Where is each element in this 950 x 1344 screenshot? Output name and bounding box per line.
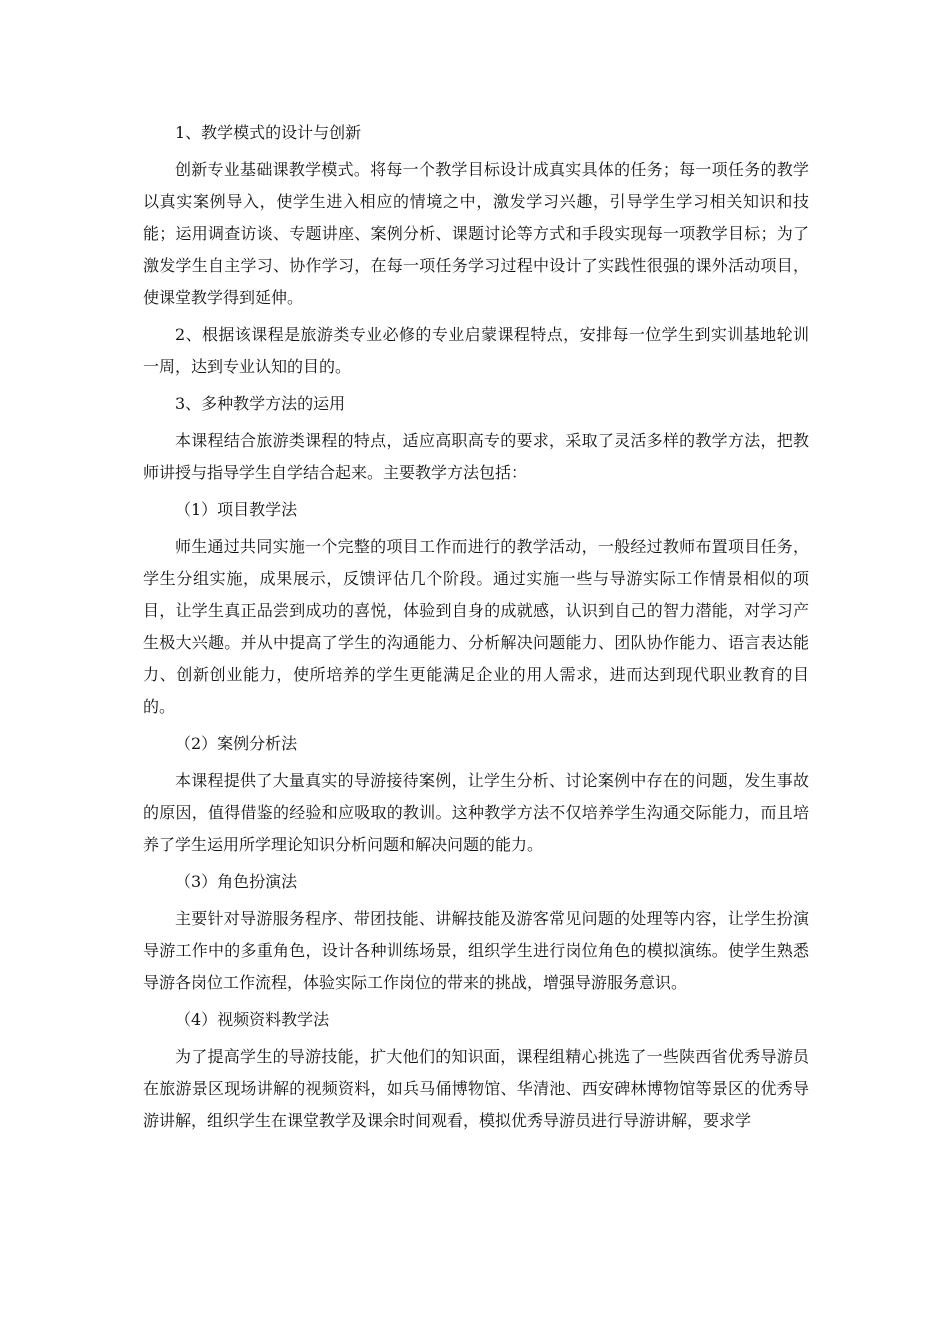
body-paragraph: 主要针对导游服务程序、带团技能、讲解技能及游客常见问题的处理等内容，让学生扮演导游工作中的多重角色，设计各种训练场景，组织学生进行岗位角色的模拟演练。使学生熟悉导游各岗位工作流程，体验实际工作岗位的带来的挑战，增强导游服务意识。: [143, 909, 809, 992]
body-paragraph: 师生通过共同实施一个完整的项目工作而进行的教学活动，一般经过教师布置项目任务，学生分组实施，成果展示，反馈评估几个阶段。通过实施一些与导游实际工作情景相似的项目，让学生真正品尝到成功的喜悦，体验到自身的成就感，认识到自己的智力潜能，对学习产生极大兴趣。并从中提高了学生的沟通能力、分析解决问题能力、团队协作能力、语言表达能力、创新创业能力，使所培养的学生更能满足企业的用人需求，进而达到现代职业教育的目的。: [143, 537, 809, 716]
body-paragraph: 为了提高学生的导游技能，扩大他们的知识面，课程组精心挑选了一些陕西省优秀导游员在旅游景区现场讲解的视频资料，如兵马俑博物馆、华清池、西安碑林博物馆等景区的优秀导游讲解，组织学生在课堂教学及课余时间观看，模拟优秀导游员进行导游讲解，要求学: [143, 1047, 809, 1130]
body-paragraph: 创新专业基础课教学模式。将每一个教学目标设计成真实具体的任务；每一项任务的教学以真实案例导入，使学生进入相应的情境之中，激发学习兴趣，引导学生学习相关知识和技能；运用调查访谈、专题讲座、案例分析、课题讨论等方式和手段实现每一项教学目标；为了激发学生自主学习、协作学习，在每一项任务学习过程中设计了实践性很强的课外活动项目，使课堂教学得到延伸。: [143, 160, 809, 307]
subsection-heading: （3）角色扮演法: [175, 872, 298, 891]
body-paragraph: 2、根据该课程是旅游类专业必修的专业启蒙课程特点，安排每一位学生到实训基地轮训一周，达到专业认知的目的。: [143, 325, 809, 376]
subsection-heading: （4）视频资料教学法: [175, 1010, 330, 1029]
subsection-heading: （1）项目教学法: [175, 500, 298, 519]
section-heading: 3、多种教学方法的运用: [175, 394, 346, 413]
body-paragraph: 本课程提供了大量真实的导游接待案例，让学生分析、讨论案例中存在的问题，发生事故的原因，值得借鉴的经验和应吸取的教训。这种教学方法不仅培养学生沟通交际能力，而且培养了学生运用所学理论知识分析问题和解决问题的能力。: [143, 771, 809, 854]
subsection-heading: （2）案例分析法: [175, 734, 298, 753]
document-body: [143, 117, 809, 1142]
body-paragraph: 本课程结合旅游类课程的特点，适应高职高专的要求，采取了灵活多样的教学方法，把教师讲授与指导学生自学结合起来。主要教学方法包括：: [143, 431, 809, 482]
section-heading: 1、教学模式的设计与创新: [175, 123, 362, 142]
